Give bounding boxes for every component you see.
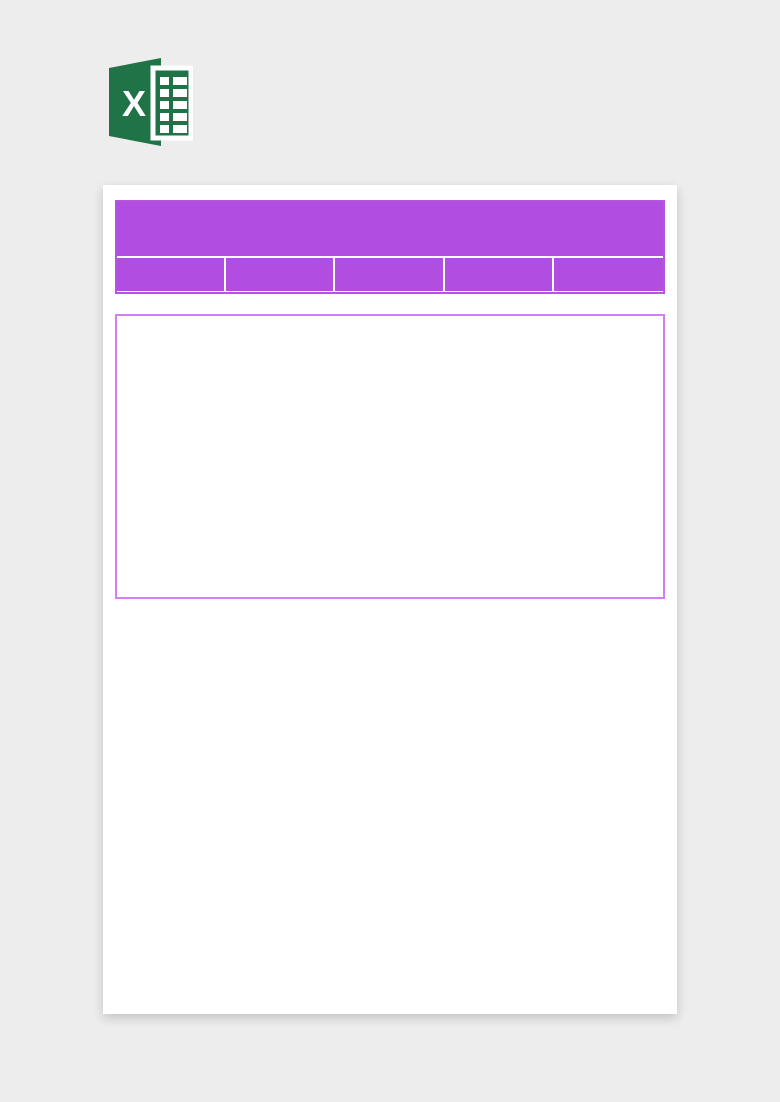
col-header-month	[117, 258, 226, 292]
stacked-column-chart	[117, 329, 665, 557]
annual-report-table	[115, 200, 665, 294]
page-header	[0, 0, 780, 149]
excel-icon	[103, 55, 193, 149]
table-header-row	[117, 258, 663, 292]
template-preview-card	[103, 185, 677, 1014]
col-header-total	[554, 258, 663, 292]
header-text	[193, 55, 702, 65]
report-title	[117, 202, 663, 258]
svg-text:X: X	[121, 83, 147, 124]
chart-panel	[115, 314, 665, 599]
col-header-performance	[226, 258, 335, 292]
col-header-target	[335, 258, 444, 292]
col-header-gap	[445, 258, 554, 292]
